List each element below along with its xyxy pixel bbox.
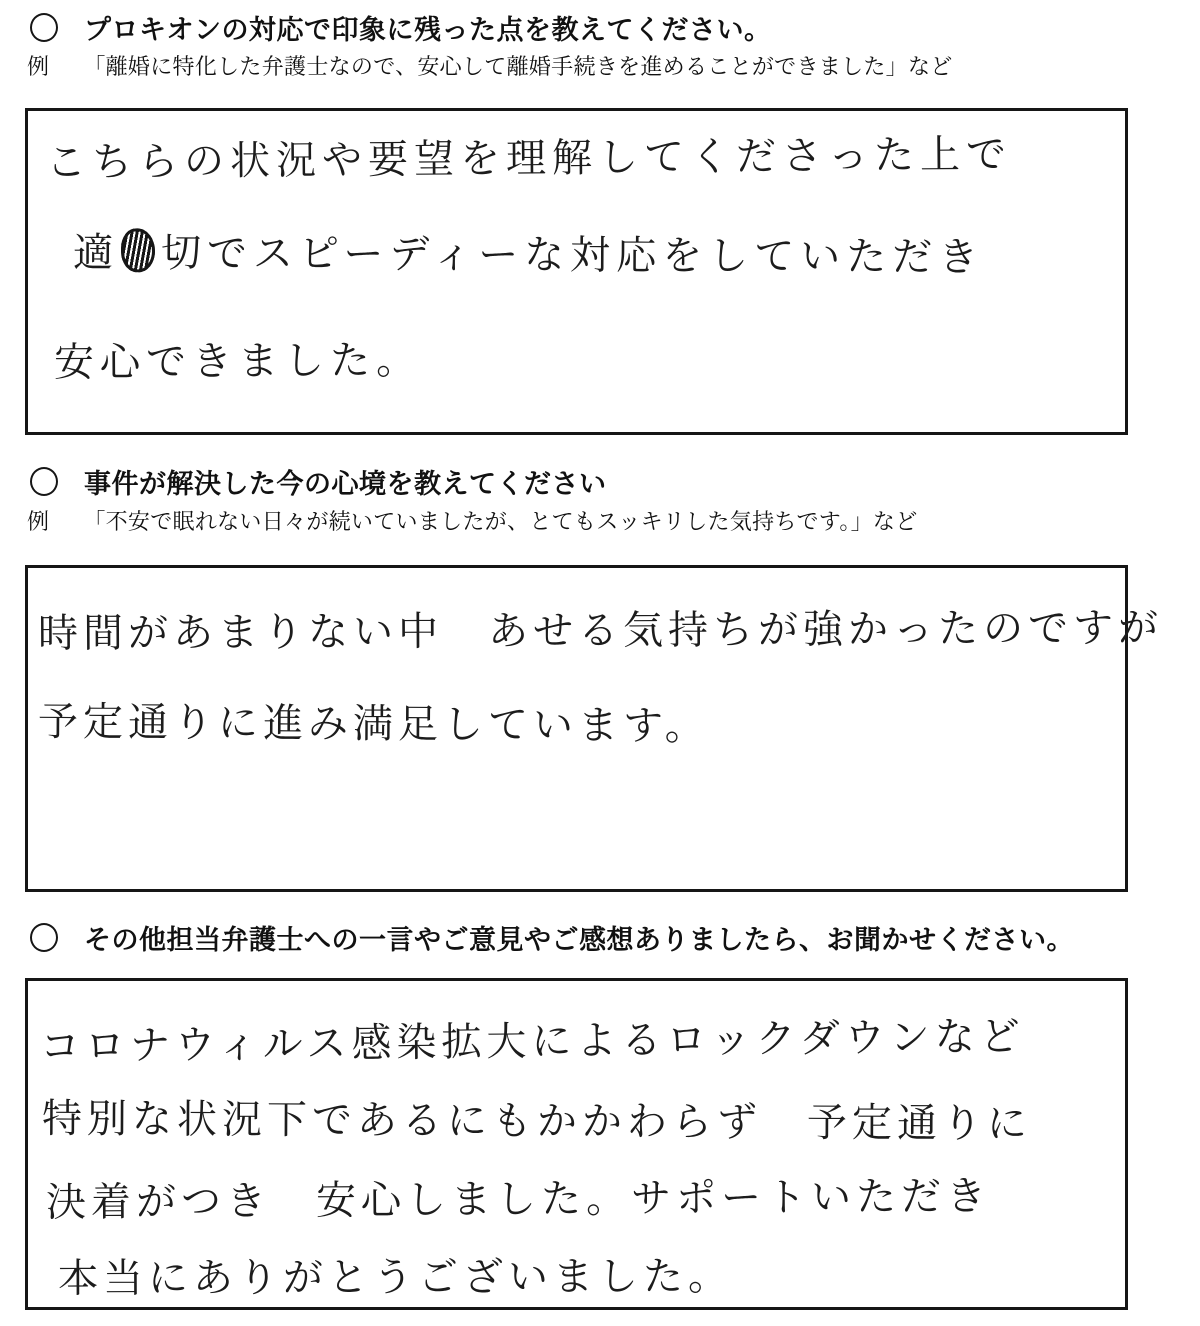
answer-box-1 (25, 108, 1128, 435)
question-1 (30, 8, 772, 47)
handwritten-line: こちらの状況や要望を理解してくださった上で (45, 131, 1013, 186)
example-label: 例 (27, 510, 50, 535)
question-1-text: プロキオンの対応で印象に残った点を教えてください。 (84, 15, 772, 46)
handwritten-line: 決着がつき 安心しました。サポートいただき (45, 1173, 992, 1226)
question-3 (30, 918, 1074, 957)
scribble-correction-icon (121, 228, 155, 272)
circle-bullet-icon (30, 923, 58, 952)
handwritten-line: 安心できました。 (53, 337, 423, 386)
handwritten-line: 本当にありがとうございました。 (57, 1253, 734, 1302)
example-label: 例 (27, 55, 50, 80)
circle-bullet-icon (30, 13, 58, 42)
handwritten-line: コロナウィルス感染拡大によるロックダウンなど (39, 1013, 1026, 1070)
handwritten-line (73, 221, 984, 283)
handwritten-text: 適 (72, 230, 120, 277)
question-3-text: その他担当弁護士への一言やご意見やご感想ありましたら、お聞かせください。 (84, 925, 1074, 956)
question-2 (30, 462, 607, 501)
answer-box-2 (25, 565, 1164, 892)
question-2-example-text: 「不安で眠れない日々が続いていましたが、とてもスッキリした気持ちです。」など (83, 510, 918, 535)
question-1-example-text: 「離婚に特化した弁護士なので、安心して離婚手続きを進めることができました」など (83, 55, 953, 80)
handwritten-text: 切でスピーディーな対応をしていただき (160, 230, 985, 281)
answer-box-3 (25, 978, 1128, 1310)
question-2-example (27, 505, 918, 536)
question-1-example (27, 50, 953, 81)
handwritten-line: 予定通りに進み満足しています。 (37, 699, 710, 750)
circle-bullet-icon (30, 467, 58, 496)
handwritten-line: 時間があまりない中 あせる気持ちが強かったのですが (37, 605, 1164, 657)
question-2-text: 事件が解決した今の心境を教えてください (84, 469, 607, 500)
handwritten-line: 特別な状況下であるにもかかわらず 予定通りに (41, 1096, 1033, 1148)
